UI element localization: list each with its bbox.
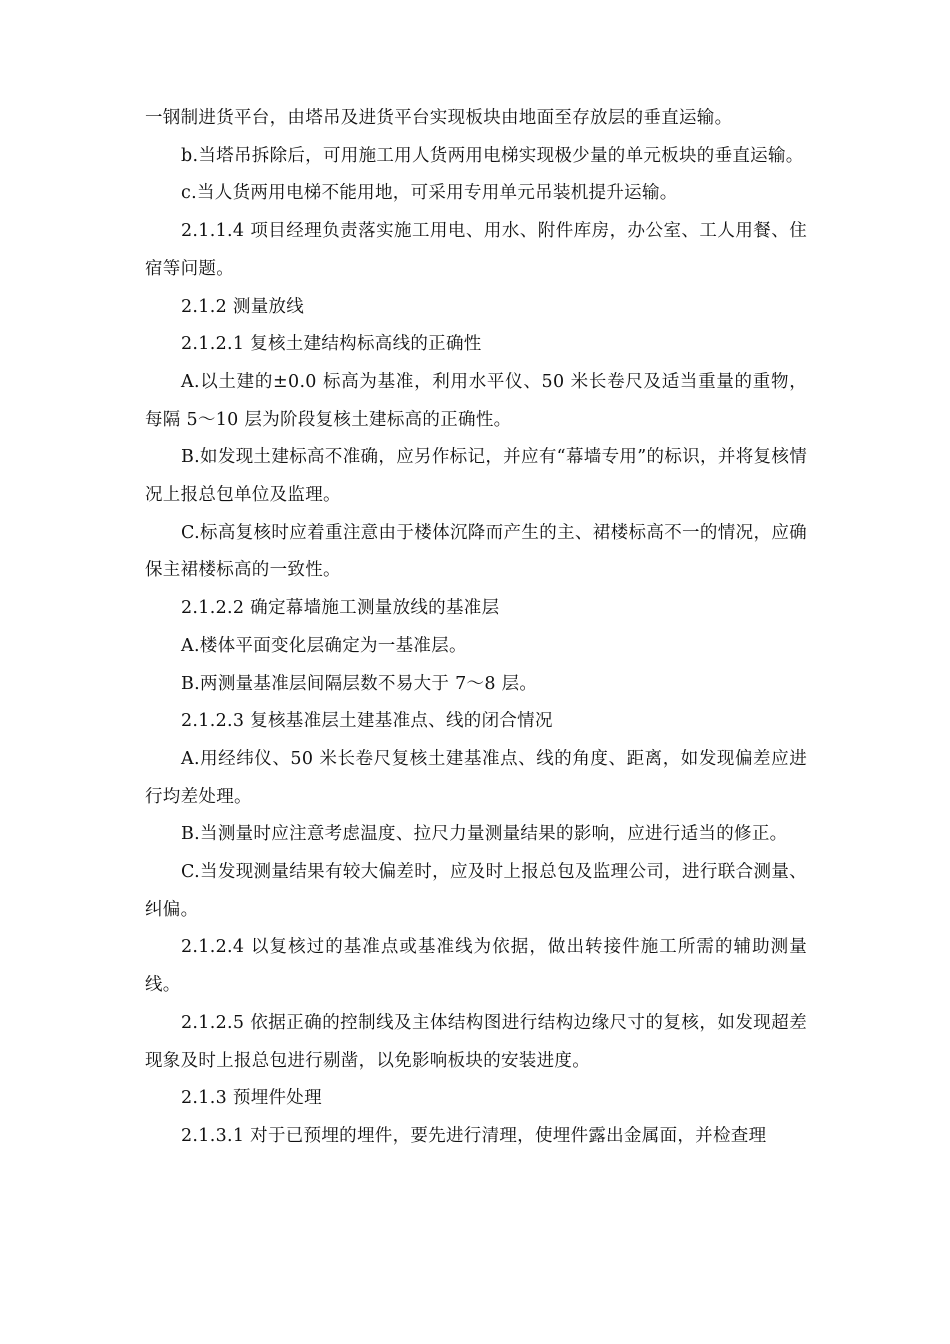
subsection-heading: 2.1.2.1 复核土建结构标高线的正确性 — [181, 334, 482, 355]
paragraph: b.当塔吊拆除后，可用施工用人货两用电梯实现极少量的单元板块的垂直运输。 — [181, 145, 804, 166]
paragraph: A.以土建的±0.0 标高为基准，利用水平仪、50 米长卷尺及适当重量的重物，每隔 5～10 层为阶段复核土建标高的正确性。 — [145, 371, 807, 430]
paragraph: B.如发现土建标高不准确，应另作标记，并应有“幕墙专用”的标识，并将复核情况上报总包单位及监理。 — [145, 447, 807, 506]
paragraph: 2.1.3.1 对于已预埋的埋件，要先进行清理，使埋件露出金属面，并检查理 — [181, 1125, 767, 1146]
section-heading: 2.1.3 预埋件处理 — [181, 1088, 322, 1109]
paragraph: B.两测量基准层间隔层数不易大于 7～8 层。 — [181, 673, 538, 694]
paragraph: C.当发现测量结果有较大偏差时，应及时上报总包及监理公司，进行联合测量、纠偏。 — [145, 862, 807, 920]
paragraph: c.当人货两用电梯不能用地，可采用专用单元吊装机提升运输。 — [181, 183, 678, 204]
paragraph: A.用经纬仪、50 米长卷尺复核土建基准点、线的角度、距离，如发现偏差应进行均差处理。 — [145, 748, 807, 807]
paragraph: 2.1.2.5 依据正确的控制线及主体结构图进行结构边缘尺寸的复核，如发现超差现象及时上报总包进行剔凿，以免影响板块的安装进度。 — [145, 1012, 807, 1071]
paragraph: 2.1.2.4 以复核过的基准点或基准线为依据，做出转接件施工所需的辅助测量线。 — [145, 937, 807, 996]
paragraph: B.当测量时应注意考虑温度、拉尺力量测量结果的影响，应进行适当的修正。 — [181, 824, 788, 845]
paragraph: 2.1.1.4 项目经理负责落实施工用电、用水、附件库房，办公室、工人用餐、住宿等问题。 — [145, 221, 807, 279]
paragraph: 一钢制进货平台，由塔吊及进货平台实现板块由地面至存放层的垂直运输。 — [145, 108, 733, 128]
paragraph: A.楼体平面变化层确定为一基准层。 — [181, 635, 467, 656]
document-body — [145, 100, 807, 1156]
subsection-heading: 2.1.2.3 复核基准层土建基准点、线的闭合情况 — [181, 711, 553, 732]
paragraph: C.标高复核时应着重注意由于楼体沉降而产生的主、裙楼标高不一的情况，应确保主裙楼标高的一致性。 — [145, 522, 807, 581]
section-heading: 2.1.2 测量放线 — [181, 296, 305, 317]
subsection-heading: 2.1.2.2 确定幕墙施工测量放线的基准层 — [181, 598, 500, 619]
